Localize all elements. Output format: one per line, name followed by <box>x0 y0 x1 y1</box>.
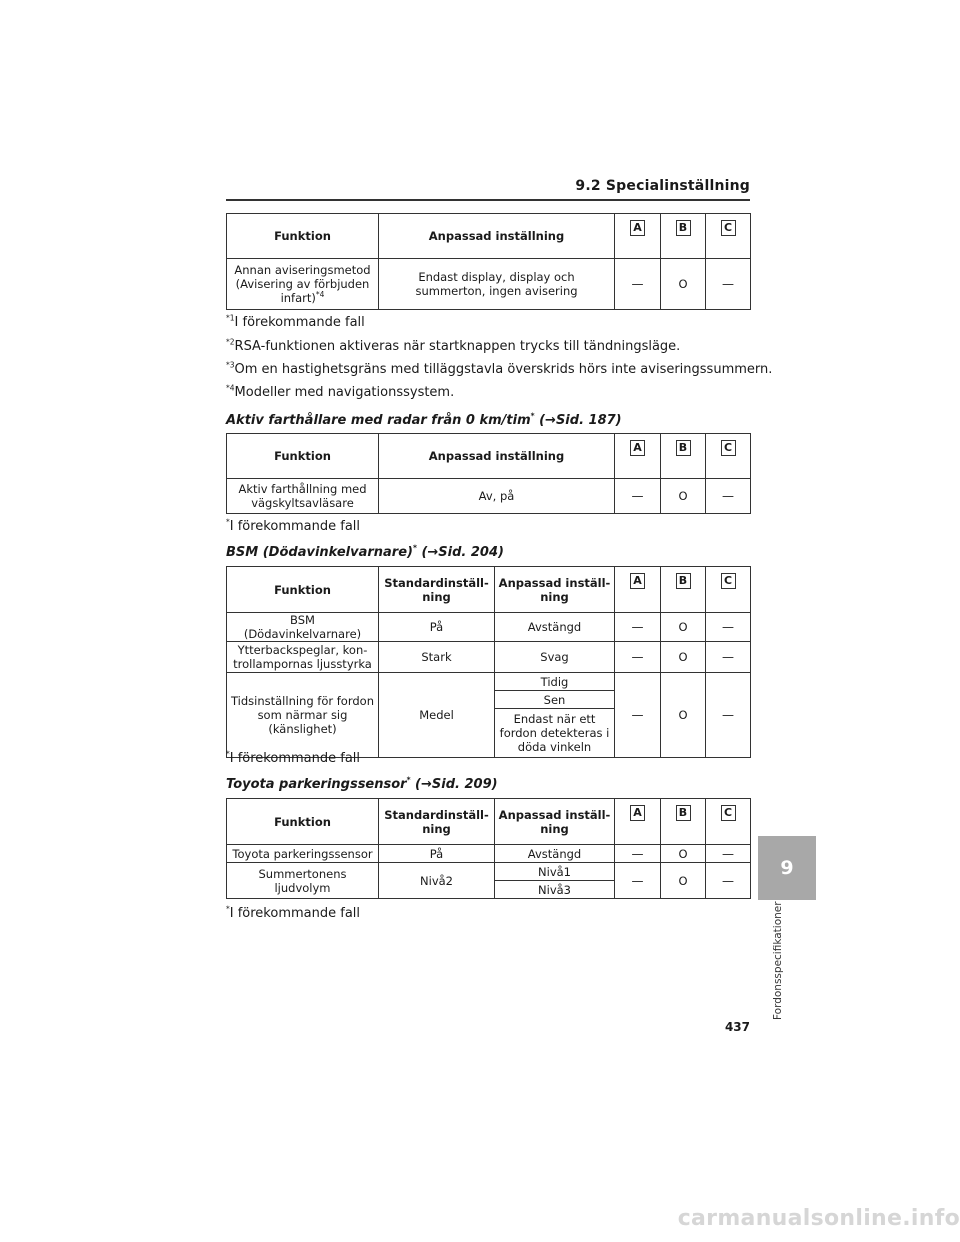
cell-custom-option: Endast när ett fordon detekteras i döda vinkeln <box>495 709 615 758</box>
cell-b: O <box>661 479 706 514</box>
cell-a: — <box>615 673 661 758</box>
table-row <box>227 845 751 863</box>
chapter-tab: 9 <box>758 836 816 900</box>
col-header-a: A <box>615 214 661 259</box>
cell-b: O <box>661 613 706 642</box>
table-row <box>227 673 751 691</box>
watermark: carmanualsonline.info <box>677 1206 960 1231</box>
footnote: *I förekommande fall <box>226 749 361 766</box>
cell-c: — <box>706 845 751 863</box>
cell-c: — <box>706 673 751 758</box>
col-header-b: B <box>661 799 706 845</box>
cell-custom-option: Tidig <box>495 673 615 691</box>
chapter-label: Fordonsspecifikationer <box>772 901 784 1020</box>
cell-b: O <box>661 863 706 899</box>
cell-a: — <box>615 642 661 673</box>
footnote: *I förekommande fall <box>226 904 361 921</box>
table-row <box>227 863 751 881</box>
cell-c: — <box>706 863 751 899</box>
col-header-default: Standardinställ-ning <box>379 799 495 845</box>
table-row <box>227 259 751 310</box>
table-row <box>227 613 751 642</box>
header-divider <box>226 199 750 201</box>
footnote: $^{*3}$Om en hastighetsgräns med tilläggstavla överskrids hörs inte aviseringssummern. <box>226 360 773 377</box>
cell-custom-option: Nivå3 <box>495 881 615 899</box>
col-header-a: A <box>615 567 661 613</box>
table-notification-method <box>226 213 751 310</box>
cell-c: — <box>706 259 751 310</box>
col-header-custom: Anpassad inställning <box>379 214 615 259</box>
cell-function: Aktiv farthållning med vägskyltsavläsare <box>227 479 379 514</box>
footnote: *I förekommande fall <box>226 517 361 534</box>
cell-default: Nivå2 <box>379 863 495 899</box>
cell-a: — <box>615 479 661 514</box>
cell-c: — <box>706 613 751 642</box>
cell-b: O <box>661 259 706 310</box>
table-row <box>227 479 751 514</box>
cell-default: Medel <box>379 673 495 758</box>
cell-custom: Av, på <box>379 479 615 514</box>
col-header-function: Funktion <box>227 567 379 613</box>
section-header: 9.2 Specialinställning <box>575 178 750 194</box>
col-header-b: B <box>661 434 706 479</box>
cell-function: Ytterbackspeglar, kon-trollampornas ljusstyrka <box>227 642 379 673</box>
cell-custom-option: Sen <box>495 691 615 709</box>
cell-default: På <box>379 845 495 863</box>
col-header-custom: Anpassad inställ-ning <box>495 799 615 845</box>
section-title-parking: Toyota parkeringssensor* (→Sid. 209) <box>226 775 498 792</box>
cell-b: O <box>661 673 706 758</box>
col-header-function: Funktion <box>227 799 379 845</box>
cell-function: Summertonens ljudvolym <box>227 863 379 899</box>
cell-c: — <box>706 479 751 514</box>
col-header-custom: Anpassad inställning <box>379 434 615 479</box>
table-row <box>227 642 751 673</box>
col-header-a: A <box>615 799 661 845</box>
cell-a: — <box>615 845 661 863</box>
col-header-custom: Anpassad inställ-ning <box>495 567 615 613</box>
col-header-c: C <box>706 567 751 613</box>
col-header-c: C <box>706 434 751 479</box>
cell-a: — <box>615 613 661 642</box>
table-bsm <box>226 566 751 758</box>
cell-default: Stark <box>379 642 495 673</box>
cell-b: O <box>661 642 706 673</box>
col-header-b: B <box>661 214 706 259</box>
cell-custom: Avstängd <box>495 613 615 642</box>
col-header-function: Funktion <box>227 214 379 259</box>
table-acc <box>226 433 751 514</box>
cell-custom-option: Nivå1 <box>495 863 615 881</box>
section-title-acc: Aktiv farthållare med radar från 0 km/tim* (→Sid. 187) <box>226 411 622 428</box>
cell-function: BSM (Dödavinkelvarnare) <box>227 613 379 642</box>
cell-function: Annan aviseringsmetod (Avisering av förbjuden infart)$^{*4}$ <box>227 259 379 310</box>
col-header-a: A <box>615 434 661 479</box>
col-header-c: C <box>706 214 751 259</box>
col-header-b: B <box>661 567 706 613</box>
cell-custom: Avstängd <box>495 845 615 863</box>
page-number: 437 <box>724 1020 750 1034</box>
cell-function: Tidsinställning för fordon som närmar sig (känslighet) <box>227 673 379 758</box>
footnote: $^{*4}$Modeller med navigationssystem. <box>226 383 455 400</box>
cell-a: — <box>615 259 661 310</box>
col-header-default: Standardinställ-ning <box>379 567 495 613</box>
cell-c: — <box>706 642 751 673</box>
cell-default: På <box>379 613 495 642</box>
cell-custom: Svag <box>495 642 615 673</box>
table-parking <box>226 798 751 899</box>
col-header-function: Funktion <box>227 434 379 479</box>
footnote: $^{*2}$RSA-funktionen aktiveras när startknappen trycks till tändningsläge. <box>226 337 681 354</box>
section-title-bsm: BSM (Dödavinkelvarnare)* (→Sid. 204) <box>226 543 504 560</box>
cell-function: Toyota parkeringssensor <box>227 845 379 863</box>
col-header-c: C <box>706 799 751 845</box>
footnote: $^{*1}$I förekommande fall <box>226 313 365 330</box>
cell-a: — <box>615 863 661 899</box>
cell-custom: Endast display, display och summerton, ingen avisering <box>379 259 615 310</box>
cell-b: O <box>661 845 706 863</box>
